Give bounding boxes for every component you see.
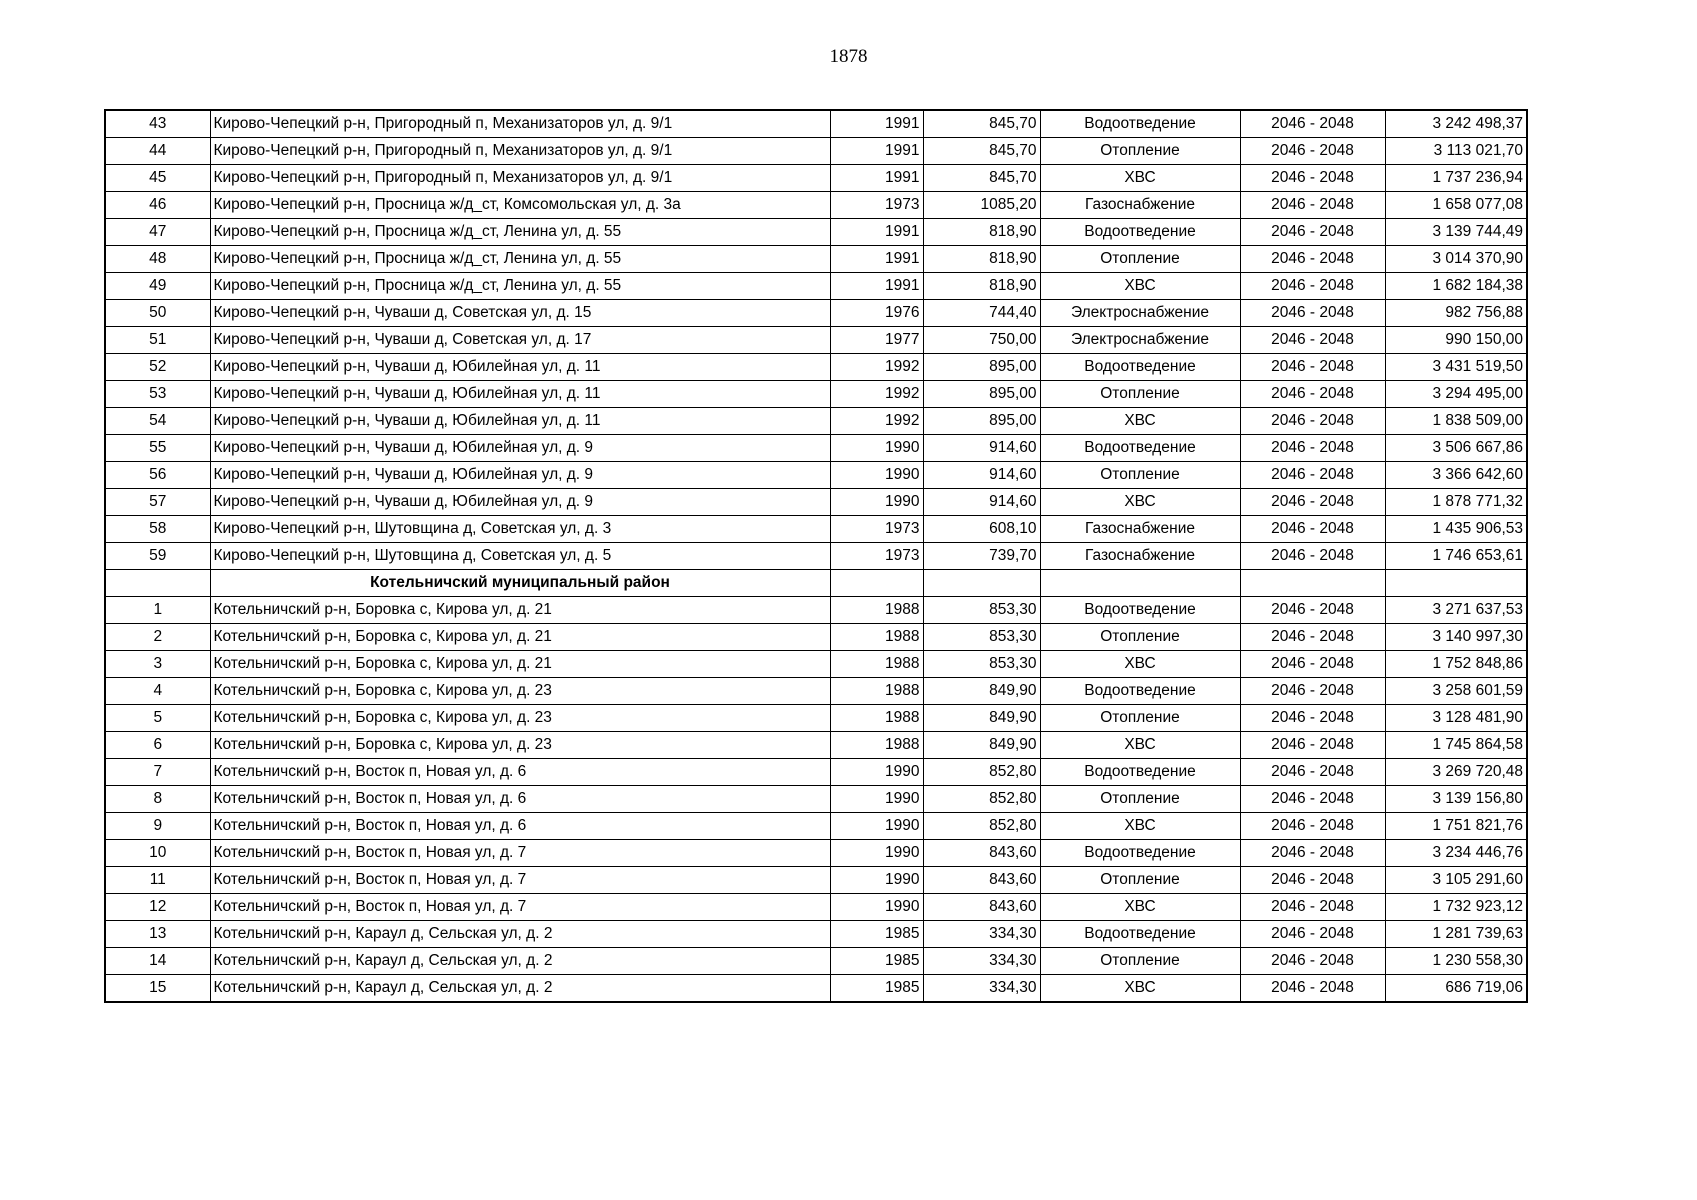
area-cell: 849,90	[923, 732, 1040, 759]
address-cell: Кирово-Чепецкий р-н, Чуваши д, Юбилейная ул, д. 11	[210, 408, 830, 435]
year-cell: 1985	[830, 975, 923, 1003]
row-number-cell: 46	[105, 192, 210, 219]
repair-period-cell: 2046 - 2048	[1240, 921, 1385, 948]
repair-period-cell: 2046 - 2048	[1240, 138, 1385, 165]
area-cell: 845,70	[923, 138, 1040, 165]
table-row	[105, 732, 1527, 759]
amount-cell: 3 113 021,70	[1385, 138, 1527, 165]
year-cell: 1990	[830, 894, 923, 921]
row-number-cell: 45	[105, 165, 210, 192]
year-cell: 1985	[830, 921, 923, 948]
table-row	[105, 921, 1527, 948]
row-number-cell: 54	[105, 408, 210, 435]
amount-cell: 1 746 653,61	[1385, 543, 1527, 570]
service-type-cell: ХВС	[1040, 165, 1240, 192]
area-cell: 744,40	[923, 300, 1040, 327]
amount-cell: 1 752 848,86	[1385, 651, 1527, 678]
address-cell: Котельничский р-н, Караул д, Сельская ул, д. 2	[210, 921, 830, 948]
table-row	[105, 165, 1527, 192]
service-type-cell: Водоотведение	[1040, 921, 1240, 948]
area-cell: 895,00	[923, 381, 1040, 408]
table-row	[105, 273, 1527, 300]
area-cell: 895,00	[923, 354, 1040, 381]
amount-cell: 3 105 291,60	[1385, 867, 1527, 894]
table-row	[105, 894, 1527, 921]
table-row	[105, 786, 1527, 813]
address-cell: Котельничский р-н, Боровка с, Кирова ул, д. 21	[210, 624, 830, 651]
row-number-cell: 3	[105, 651, 210, 678]
repair-period-cell: 2046 - 2048	[1240, 273, 1385, 300]
amount-cell: 3 506 667,86	[1385, 435, 1527, 462]
address-cell: Кирово-Чепецкий р-н, Чуваши д, Юбилейная ул, д. 9	[210, 462, 830, 489]
service-type-cell: ХВС	[1040, 732, 1240, 759]
area-cell: 843,60	[923, 867, 1040, 894]
amount-cell: 3 271 637,53	[1385, 597, 1527, 624]
address-cell: Котельничский р-н, Восток п, Новая ул, д. 6	[210, 786, 830, 813]
area-cell: 853,30	[923, 651, 1040, 678]
amount-cell: 1 281 739,63	[1385, 921, 1527, 948]
row-number-cell: 52	[105, 354, 210, 381]
amount-cell: 3 294 495,00	[1385, 381, 1527, 408]
area-cell: 843,60	[923, 894, 1040, 921]
address-cell: Кирово-Чепецкий р-н, Чуваши д, Юбилейная ул, д. 9	[210, 435, 830, 462]
row-number-cell: 5	[105, 705, 210, 732]
row-number-cell: 9	[105, 813, 210, 840]
year-cell: 1990	[830, 867, 923, 894]
address-cell: Кирово-Чепецкий р-н, Шутовщина д, Советская ул, д. 5	[210, 543, 830, 570]
address-cell: Кирово-Чепецкий р-н, Пригородный п, Механизаторов ул, д. 9/1	[210, 110, 830, 138]
service-type-cell: ХВС	[1040, 894, 1240, 921]
amount-cell: 3 140 997,30	[1385, 624, 1527, 651]
table-row	[105, 867, 1527, 894]
repair-period-cell: 2046 - 2048	[1240, 678, 1385, 705]
repair-period-cell: 2046 - 2048	[1240, 867, 1385, 894]
service-type-cell: Отопление	[1040, 867, 1240, 894]
row-number-cell: 6	[105, 732, 210, 759]
area-cell: 334,30	[923, 975, 1040, 1003]
table-row	[105, 624, 1527, 651]
table-row	[105, 705, 1527, 732]
service-type-cell: ХВС	[1040, 651, 1240, 678]
repair-period-cell: 2046 - 2048	[1240, 813, 1385, 840]
area-cell: 750,00	[923, 327, 1040, 354]
amount-cell: 990 150,00	[1385, 327, 1527, 354]
repair-period-cell: 2046 - 2048	[1240, 381, 1385, 408]
year-cell: 1991	[830, 110, 923, 138]
table-row	[105, 948, 1527, 975]
amount-cell: 3 234 446,76	[1385, 840, 1527, 867]
table-row	[105, 219, 1527, 246]
table-row	[105, 408, 1527, 435]
repair-period-cell: 2046 - 2048	[1240, 948, 1385, 975]
area-cell: 334,30	[923, 948, 1040, 975]
repair-period-cell: 2046 - 2048	[1240, 786, 1385, 813]
amount-cell: 3 128 481,90	[1385, 705, 1527, 732]
service-type-cell: Водоотведение	[1040, 759, 1240, 786]
table-row	[105, 246, 1527, 273]
repair-period-cell: 2046 - 2048	[1240, 732, 1385, 759]
repair-period-cell: 2046 - 2048	[1240, 165, 1385, 192]
table-row	[105, 678, 1527, 705]
address-cell: Котельничский р-н, Караул д, Сельская ул, д. 2	[210, 948, 830, 975]
repair-period-cell: 2046 - 2048	[1240, 192, 1385, 219]
repair-period-cell: 2046 - 2048	[1240, 651, 1385, 678]
year-cell	[830, 570, 923, 597]
address-cell: Котельничский р-н, Боровка с, Кирова ул, д. 23	[210, 678, 830, 705]
year-cell: 1988	[830, 678, 923, 705]
service-type-cell: Водоотведение	[1040, 840, 1240, 867]
row-number-cell: 1	[105, 597, 210, 624]
address-cell: Котельничский р-н, Боровка с, Кирова ул, д. 23	[210, 732, 830, 759]
table-row	[105, 300, 1527, 327]
address-cell: Кирово-Чепецкий р-н, Пригородный п, Механизаторов ул, д. 9/1	[210, 138, 830, 165]
table-row	[105, 651, 1527, 678]
repair-period-cell: 2046 - 2048	[1240, 462, 1385, 489]
amount-cell: 3 269 720,48	[1385, 759, 1527, 786]
service-type-cell: Отопление	[1040, 381, 1240, 408]
amount-cell: 3 258 601,59	[1385, 678, 1527, 705]
repair-period-cell: 2046 - 2048	[1240, 354, 1385, 381]
area-cell: 914,60	[923, 489, 1040, 516]
row-number-cell: 7	[105, 759, 210, 786]
address-cell: Котельничский р-н, Боровка с, Кирова ул, д. 21	[210, 597, 830, 624]
repair-period-cell: 2046 - 2048	[1240, 110, 1385, 138]
area-cell: 818,90	[923, 246, 1040, 273]
repair-period-cell: 2046 - 2048	[1240, 840, 1385, 867]
area-cell: 849,90	[923, 705, 1040, 732]
table-row	[105, 462, 1527, 489]
row-number-cell: 47	[105, 219, 210, 246]
row-number-cell	[105, 570, 210, 597]
area-cell: 818,90	[923, 219, 1040, 246]
area-cell: 739,70	[923, 543, 1040, 570]
area-cell: 853,30	[923, 597, 1040, 624]
area-cell: 334,30	[923, 921, 1040, 948]
amount-cell: 3 366 642,60	[1385, 462, 1527, 489]
area-cell: 853,30	[923, 624, 1040, 651]
repair-period-cell: 2046 - 2048	[1240, 543, 1385, 570]
address-cell: Кирово-Чепецкий р-н, Просница ж/д_ст, Ленина ул, д. 55	[210, 273, 830, 300]
area-cell: 1085,20	[923, 192, 1040, 219]
repair-period-cell: 2046 - 2048	[1240, 489, 1385, 516]
row-number-cell: 57	[105, 489, 210, 516]
amount-cell: 686 719,06	[1385, 975, 1527, 1003]
service-type-cell: Водоотведение	[1040, 435, 1240, 462]
year-cell: 1992	[830, 354, 923, 381]
row-number-cell: 59	[105, 543, 210, 570]
year-cell: 1992	[830, 408, 923, 435]
address-cell: Кирово-Чепецкий р-н, Чуваши д, Юбилейная ул, д. 11	[210, 354, 830, 381]
housing-repair-table	[104, 109, 1528, 1003]
section-title: Котельничский муниципальный район	[210, 570, 830, 597]
year-cell: 1991	[830, 138, 923, 165]
row-number-cell: 51	[105, 327, 210, 354]
amount-cell: 3 014 370,90	[1385, 246, 1527, 273]
address-cell: Кирово-Чепецкий р-н, Чуваши д, Советская ул, д. 15	[210, 300, 830, 327]
row-number-cell: 48	[105, 246, 210, 273]
row-number-cell: 58	[105, 516, 210, 543]
address-cell: Кирово-Чепецкий р-н, Просница ж/д_ст, Ленина ул, д. 55	[210, 246, 830, 273]
year-cell: 1990	[830, 435, 923, 462]
service-type-cell: Газоснабжение	[1040, 192, 1240, 219]
year-cell: 1988	[830, 597, 923, 624]
repair-period-cell: 2046 - 2048	[1240, 435, 1385, 462]
address-cell: Котельничский р-н, Восток п, Новая ул, д. 7	[210, 840, 830, 867]
repair-period-cell: 2046 - 2048	[1240, 327, 1385, 354]
year-cell: 1988	[830, 624, 923, 651]
row-number-cell: 13	[105, 921, 210, 948]
row-number-cell: 53	[105, 381, 210, 408]
amount-cell: 3 242 498,37	[1385, 110, 1527, 138]
area-cell: 895,00	[923, 408, 1040, 435]
address-cell: Кирово-Чепецкий р-н, Чуваши д, Советская ул, д. 17	[210, 327, 830, 354]
service-type-cell: Водоотведение	[1040, 354, 1240, 381]
area-cell: 852,80	[923, 759, 1040, 786]
address-cell: Кирово-Чепецкий р-н, Чуваши д, Юбилейная ул, д. 9	[210, 489, 830, 516]
row-number-cell: 8	[105, 786, 210, 813]
address-cell: Кирово-Чепецкий р-н, Чуваши д, Юбилейная ул, д. 11	[210, 381, 830, 408]
service-type-cell: Электроснабжение	[1040, 300, 1240, 327]
area-cell: 845,70	[923, 165, 1040, 192]
year-cell: 1991	[830, 165, 923, 192]
year-cell: 1988	[830, 705, 923, 732]
row-number-cell: 49	[105, 273, 210, 300]
address-cell: Котельничский р-н, Восток п, Новая ул, д. 7	[210, 867, 830, 894]
area-cell: 608,10	[923, 516, 1040, 543]
year-cell: 1991	[830, 219, 923, 246]
table-row	[105, 489, 1527, 516]
amount-cell: 1 658 077,08	[1385, 192, 1527, 219]
repair-period-cell: 2046 - 2048	[1240, 300, 1385, 327]
year-cell: 1991	[830, 273, 923, 300]
row-number-cell: 55	[105, 435, 210, 462]
service-type-cell: Отопление	[1040, 246, 1240, 273]
table-row	[105, 597, 1527, 624]
area-cell: 914,60	[923, 435, 1040, 462]
address-cell: Котельничский р-н, Восток п, Новая ул, д. 6	[210, 813, 830, 840]
amount-cell: 3 139 156,80	[1385, 786, 1527, 813]
table-row	[105, 543, 1527, 570]
area-cell: 914,60	[923, 462, 1040, 489]
row-number-cell: 15	[105, 975, 210, 1003]
service-type-cell: Водоотведение	[1040, 678, 1240, 705]
area-cell: 843,60	[923, 840, 1040, 867]
repair-period-cell: 2046 - 2048	[1240, 408, 1385, 435]
table-row	[105, 110, 1527, 138]
page-number: 1878	[829, 46, 868, 67]
address-cell: Котельничский р-н, Восток п, Новая ул, д. 6	[210, 759, 830, 786]
row-number-cell: 44	[105, 138, 210, 165]
year-cell: 1988	[830, 732, 923, 759]
amount-cell: 1 737 236,94	[1385, 165, 1527, 192]
repair-period-cell	[1240, 570, 1385, 597]
table-row	[105, 192, 1527, 219]
service-type-cell: ХВС	[1040, 975, 1240, 1003]
address-cell: Котельничский р-н, Восток п, Новая ул, д. 7	[210, 894, 830, 921]
repair-period-cell: 2046 - 2048	[1240, 516, 1385, 543]
repair-period-cell: 2046 - 2048	[1240, 705, 1385, 732]
repair-period-cell: 2046 - 2048	[1240, 219, 1385, 246]
address-cell: Котельничский р-н, Боровка с, Кирова ул, д. 21	[210, 651, 830, 678]
address-cell: Котельничский р-н, Караул д, Сельская ул, д. 2	[210, 975, 830, 1003]
table-row	[105, 759, 1527, 786]
year-cell: 1990	[830, 786, 923, 813]
address-cell: Кирово-Чепецкий р-н, Просница ж/д_ст, Комсомольская ул, д. 3а	[210, 192, 830, 219]
row-number-cell: 43	[105, 110, 210, 138]
year-cell: 1973	[830, 543, 923, 570]
service-type-cell: Электроснабжение	[1040, 327, 1240, 354]
amount-cell: 1 230 558,30	[1385, 948, 1527, 975]
table-row	[105, 435, 1527, 462]
area-cell: 849,90	[923, 678, 1040, 705]
amount-cell: 1 878 771,32	[1385, 489, 1527, 516]
table-row	[105, 813, 1527, 840]
year-cell: 1976	[830, 300, 923, 327]
table-row	[105, 354, 1527, 381]
row-number-cell: 50	[105, 300, 210, 327]
table-row	[105, 327, 1527, 354]
row-number-cell: 11	[105, 867, 210, 894]
service-type-cell: ХВС	[1040, 489, 1240, 516]
address-cell: Кирово-Чепецкий р-н, Просница ж/д_ст, Ленина ул, д. 55	[210, 219, 830, 246]
table-row	[105, 516, 1527, 543]
repair-period-cell: 2046 - 2048	[1240, 759, 1385, 786]
repair-period-cell: 2046 - 2048	[1240, 246, 1385, 273]
amount-cell	[1385, 570, 1527, 597]
repair-period-cell: 2046 - 2048	[1240, 624, 1385, 651]
year-cell: 1985	[830, 948, 923, 975]
service-type-cell: Отопление	[1040, 705, 1240, 732]
service-type-cell: Отопление	[1040, 948, 1240, 975]
service-type-cell: Отопление	[1040, 462, 1240, 489]
amount-cell: 1 838 509,00	[1385, 408, 1527, 435]
row-number-cell: 56	[105, 462, 210, 489]
amount-cell: 982 756,88	[1385, 300, 1527, 327]
amount-cell: 3 139 744,49	[1385, 219, 1527, 246]
service-type-cell: ХВС	[1040, 408, 1240, 435]
amount-cell: 1 682 184,38	[1385, 273, 1527, 300]
area-cell: 845,70	[923, 110, 1040, 138]
area-cell: 852,80	[923, 786, 1040, 813]
table-row	[105, 840, 1527, 867]
service-type-cell: Отопление	[1040, 624, 1240, 651]
amount-cell: 1 751 821,76	[1385, 813, 1527, 840]
address-cell: Котельничский р-н, Боровка с, Кирова ул, д. 23	[210, 705, 830, 732]
year-cell: 1990	[830, 759, 923, 786]
service-type-cell: ХВС	[1040, 813, 1240, 840]
table-row	[105, 975, 1527, 1003]
address-cell: Кирово-Чепецкий р-н, Шутовщина д, Советская ул, д. 3	[210, 516, 830, 543]
row-number-cell: 14	[105, 948, 210, 975]
year-cell: 1977	[830, 327, 923, 354]
section-header-row	[105, 570, 1527, 597]
area-cell: 818,90	[923, 273, 1040, 300]
address-cell: Кирово-Чепецкий р-н, Пригородный п, Механизаторов ул, д. 9/1	[210, 165, 830, 192]
area-cell: 852,80	[923, 813, 1040, 840]
service-type-cell: Отопление	[1040, 138, 1240, 165]
service-type-cell: Газоснабжение	[1040, 543, 1240, 570]
table-body	[105, 110, 1527, 1002]
year-cell: 1988	[830, 651, 923, 678]
year-cell: 1990	[830, 840, 923, 867]
row-number-cell: 10	[105, 840, 210, 867]
year-cell: 1990	[830, 462, 923, 489]
service-type-cell: ХВС	[1040, 273, 1240, 300]
amount-cell: 3 431 519,50	[1385, 354, 1527, 381]
year-cell: 1990	[830, 489, 923, 516]
amount-cell: 1 745 864,58	[1385, 732, 1527, 759]
amount-cell: 1 732 923,12	[1385, 894, 1527, 921]
service-type-cell	[1040, 570, 1240, 597]
year-cell: 1991	[830, 246, 923, 273]
repair-period-cell: 2046 - 2048	[1240, 597, 1385, 624]
table-row	[105, 381, 1527, 408]
repair-period-cell: 2046 - 2048	[1240, 975, 1385, 1003]
area-cell	[923, 570, 1040, 597]
service-type-cell: Водоотведение	[1040, 219, 1240, 246]
amount-cell: 1 435 906,53	[1385, 516, 1527, 543]
service-type-cell: Отопление	[1040, 786, 1240, 813]
row-number-cell: 4	[105, 678, 210, 705]
service-type-cell: Газоснабжение	[1040, 516, 1240, 543]
service-type-cell: Водоотведение	[1040, 110, 1240, 138]
year-cell: 1990	[830, 813, 923, 840]
year-cell: 1973	[830, 192, 923, 219]
row-number-cell: 2	[105, 624, 210, 651]
service-type-cell: Водоотведение	[1040, 597, 1240, 624]
repair-period-cell: 2046 - 2048	[1240, 894, 1385, 921]
year-cell: 1992	[830, 381, 923, 408]
table-row	[105, 138, 1527, 165]
year-cell: 1973	[830, 516, 923, 543]
row-number-cell: 12	[105, 894, 210, 921]
